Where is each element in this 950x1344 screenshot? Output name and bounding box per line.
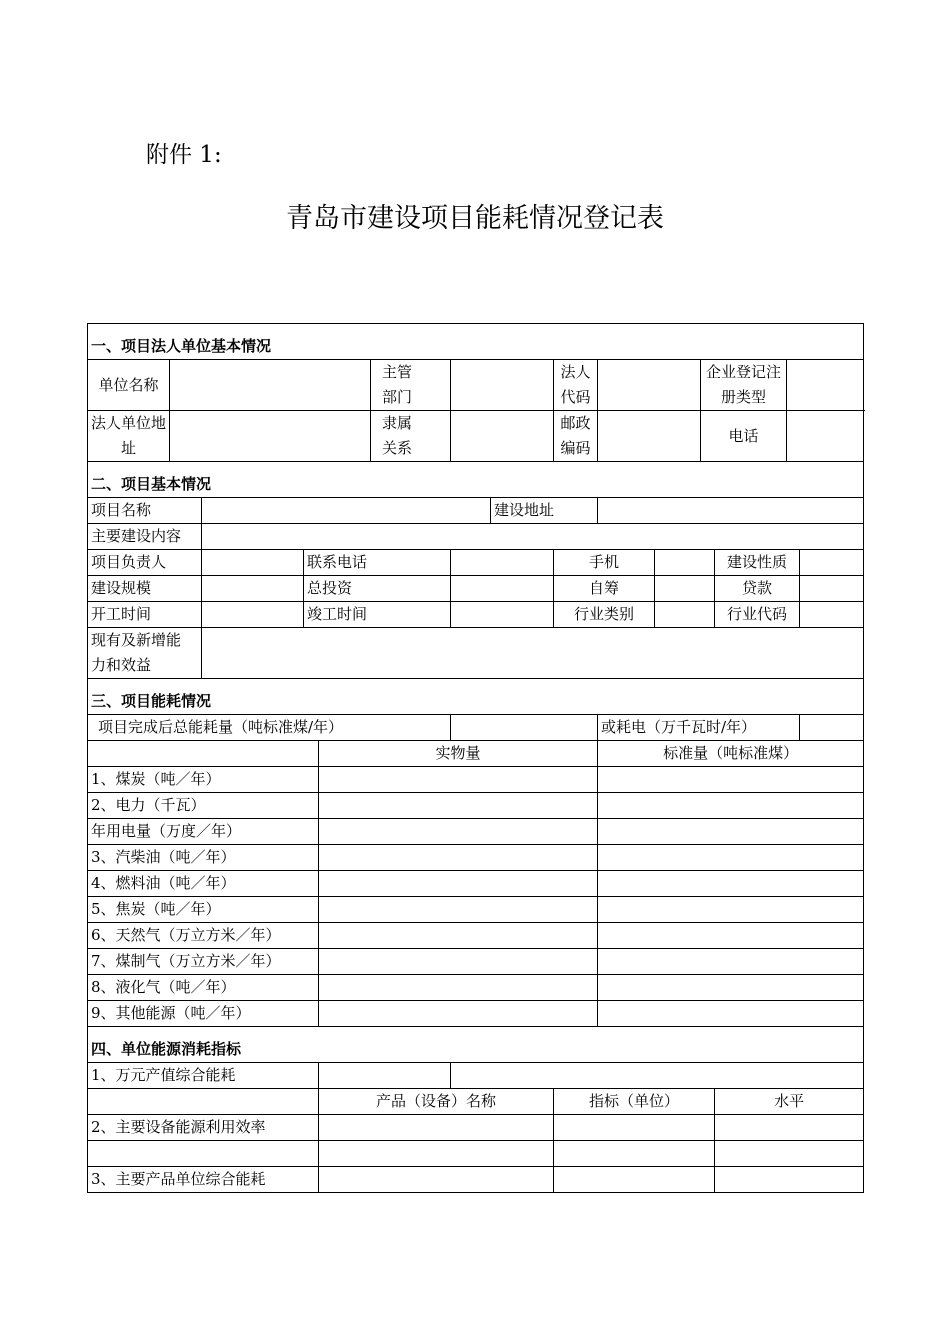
legal-code-label: 法人代码 [554,360,598,411]
energy-standard-field[interactable] [598,793,864,819]
output-energy-label: 1、万元产值综合能耗 [88,1063,319,1089]
section2-heading: 二、项目基本情况 [88,462,864,498]
build-nature-field[interactable] [800,550,864,576]
energy-physical-field[interactable] [319,871,598,897]
reg-type-field[interactable] [787,360,864,411]
output-energy-field[interactable] [319,1063,451,1089]
energy-physical-field[interactable] [319,1001,598,1027]
mobile-label: 手机 [554,550,655,576]
product-name-field[interactable] [319,1167,554,1193]
main-content-field[interactable] [202,524,864,550]
energy-standard-field[interactable] [598,975,864,1001]
energy-physical-field[interactable] [319,923,598,949]
industry-type-label: 行业类别 [554,602,655,628]
energy-physical-field[interactable] [319,819,598,845]
self-funded-label: 自筹 [554,576,655,602]
section1-heading: 一、项目法人单位基本情况 [88,324,864,360]
mobile-field[interactable] [655,550,715,576]
total-investment-label: 总投资 [304,576,451,602]
contact-phone-label: 联系电话 [304,550,451,576]
capacity-benefit-field[interactable] [202,628,864,679]
build-location-label: 建设地址 [491,498,598,524]
industry-type-field[interactable] [655,602,715,628]
phone-label: 电话 [701,411,787,462]
or-power-field[interactable] [800,715,864,741]
finish-time-field[interactable] [451,602,554,628]
level-header: 水平 [715,1089,864,1115]
product-name-header: 产品（设备）名称 [319,1089,554,1115]
indicator-unit-header: 指标（单位） [554,1089,715,1115]
energy-physical-field[interactable] [319,767,598,793]
energy-item-label: 5、焦炭（吨／年） [88,897,319,923]
energy-physical-field[interactable] [319,793,598,819]
postcode-label: 邮政编码 [554,411,598,462]
indicator-header-blank [88,1089,319,1115]
product-energy-label: 3、主要产品单位综合能耗 [88,1167,319,1193]
energy-standard-field[interactable] [598,949,864,975]
energy-item-label: 9、其他能源（吨／年） [88,1001,319,1027]
leader-field[interactable] [202,550,304,576]
project-name-field[interactable] [202,498,491,524]
indicator-unit-field[interactable] [554,1115,715,1141]
energy-standard-field[interactable] [598,819,864,845]
physical-quantity-header: 实物量 [319,741,598,767]
address-label: 法人单位地址 [88,411,170,462]
energy-physical-field[interactable] [319,845,598,871]
indicator-unit-field[interactable] [554,1141,715,1167]
unit-name-field[interactable] [170,360,371,411]
industry-code-field[interactable] [800,602,864,628]
build-location-field[interactable] [598,498,864,524]
energy-item-label: 3、汽柴油（吨／年） [88,845,319,871]
energy-item-label: 7、煤制气（万立方米／年） [88,949,319,975]
energy-item-label: 2、电力（千瓦） [88,793,319,819]
energy-item-label: 1、煤炭（吨／年） [88,767,319,793]
total-energy-field[interactable] [451,715,598,741]
energy-physical-field[interactable] [319,897,598,923]
reg-type-label: 企业登记注册类型 [701,360,787,411]
indicator-unit-field[interactable] [554,1167,715,1193]
start-time-label: 开工时间 [88,602,202,628]
page-title: 青岛市建设项目能耗情况登记表 [286,203,664,234]
total-energy-label: 项目完成后总能耗量（吨标准煤/年） [88,715,451,741]
standard-quantity-header: 标准量（吨标准煤） [598,741,864,767]
equipment-efficiency-label: 2、主要设备能源利用效率 [88,1115,319,1141]
level-field[interactable] [715,1167,864,1193]
legal-code-field[interactable] [598,360,701,411]
unit-name-label: 单位名称 [88,360,170,411]
capacity-benefit-label: 现有及新增能力和效益 [88,628,202,679]
output-energy-blank [451,1063,864,1089]
self-funded-field[interactable] [655,576,715,602]
attachment-label: 附件 1: [146,142,222,168]
build-scale-label: 建设规模 [88,576,202,602]
product-name-field[interactable] [319,1115,554,1141]
affiliation-field[interactable] [451,411,554,462]
section3-heading: 三、项目能耗情况 [88,679,864,715]
industry-code-label: 行业代码 [715,602,800,628]
energy-standard-field[interactable] [598,767,864,793]
or-power-label: 或耗电（万千瓦时/年） [598,715,800,741]
main-content-label: 主要建设内容 [88,524,202,550]
section4-heading: 四、单位能源消耗指标 [88,1027,864,1063]
dept-label: 主管部门 [371,360,451,411]
level-field[interactable] [715,1141,864,1167]
loan-label: 贷款 [715,576,800,602]
contact-phone-field[interactable] [451,550,554,576]
project-name-label: 项目名称 [88,498,202,524]
energy-item-label: 8、液化气（吨／年） [88,975,319,1001]
energy-item-label: 6、天然气（万立方米／年） [88,923,319,949]
energy-standard-field[interactable] [598,845,864,871]
dept-field[interactable] [451,360,554,411]
build-scale-field[interactable] [202,576,304,602]
energy-standard-field[interactable] [598,923,864,949]
finish-time-label: 竣工时间 [304,602,451,628]
address-field[interactable] [170,411,371,462]
leader-label: 项目负责人 [88,550,202,576]
postcode-field[interactable] [598,411,701,462]
start-time-field[interactable] [202,602,304,628]
energy-item-header-blank [88,741,319,767]
energy-physical-field[interactable] [319,975,598,1001]
affiliation-label: 隶属关系 [371,411,451,462]
energy-item-label: 年用电量（万度／年） [88,819,319,845]
energy-standard-field[interactable] [598,1001,864,1027]
energy-standard-field[interactable] [598,871,864,897]
total-investment-field[interactable] [451,576,554,602]
build-nature-label: 建设性质 [715,550,800,576]
blank-label [88,1141,319,1167]
level-field[interactable] [715,1115,864,1141]
energy-standard-field[interactable] [598,897,864,923]
product-name-field[interactable] [319,1141,554,1167]
registration-form [87,323,864,1193]
energy-physical-field[interactable] [319,949,598,975]
phone-field[interactable] [787,411,864,462]
energy-item-label: 4、燃料油（吨／年） [88,871,319,897]
loan-field[interactable] [800,576,864,602]
